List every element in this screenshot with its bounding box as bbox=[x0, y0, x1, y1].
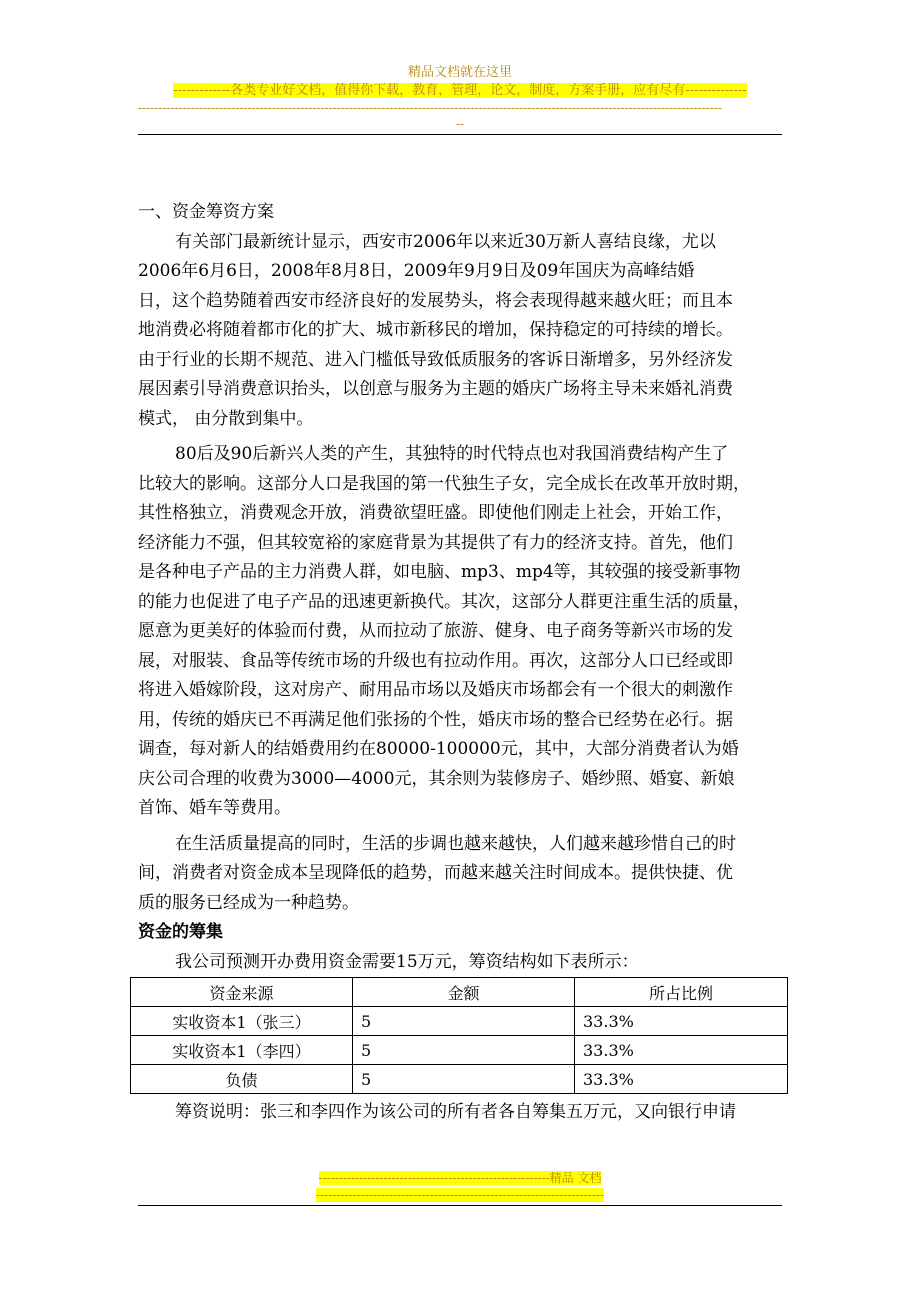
footer-line-2-text: ----------------------------------------------------------------------- bbox=[316, 1188, 604, 1202]
table-header-row bbox=[131, 978, 788, 1007]
table-header: 金额 bbox=[353, 978, 575, 1007]
table-intro: 我公司预测开办费用资金需要15万元，筹资结构如下表所示： bbox=[175, 951, 639, 972]
table-cell: 负债 bbox=[131, 1065, 353, 1094]
paragraph-line: 在生活质量提高的同时，生活的步调也越来越快，人们越来越珍惜自己的时 bbox=[175, 833, 736, 854]
footer-rule bbox=[138, 1205, 782, 1206]
paragraph-line: 调查，每对新人的结婚费用约在80000-100000元，其中，大部分消费者认为婚 bbox=[138, 739, 739, 759]
table-row bbox=[131, 1007, 788, 1036]
paragraph-line: 2006年6月6日，2008年8月8日，2009年9月9日及09年国庆为高峰结婚 bbox=[138, 261, 695, 281]
header-subtitle-text: -------------各类专业好文档，值得你下载，教育，管理，论文，制度，方案手册，应有尽有-------------- bbox=[173, 83, 747, 98]
header-rule bbox=[138, 134, 782, 135]
paragraph-line: 质的服务已经成为一种趋势。 bbox=[138, 892, 359, 913]
paragraph-line: 其性格独立，消费观念开放，消费欲望旺盛。即使他们刚走上社会，开始工作， bbox=[138, 503, 733, 523]
table-header: 资金来源 bbox=[131, 978, 353, 1007]
paragraph-line: 用，传统的婚庆已不再满足他们张扬的个性，婚庆市场的整合已经势在必行。据 bbox=[138, 709, 733, 730]
paragraph-1 bbox=[138, 228, 788, 435]
closing-line: 筹资说明：张三和李四作为该公司的所有者各自筹集五万元，又向银行申请 bbox=[175, 1102, 736, 1122]
table-row bbox=[131, 1065, 788, 1094]
table-cell: 实收资本1（李四） bbox=[131, 1036, 353, 1065]
paragraph-line: 将进入婚嫁阶段，这对房产、耐用品市场以及婚庆市场都会有一个很大的刺激作 bbox=[138, 680, 733, 700]
table-cell: 5 bbox=[353, 1036, 575, 1065]
paragraph-line: 庆公司合理的收费为3000—4000元，其余则为装修房子、婚纱照、婚宴、新娘 bbox=[138, 768, 735, 789]
table-cell: 5 bbox=[353, 1007, 575, 1036]
paragraph-line: 地消费必将随着都市化的扩大、城市新移民的增加，保持稳定的可持续的增长。 bbox=[138, 320, 733, 340]
paragraph-line: 经济能力不强，但其较宽裕的家庭背景为其提供了有力的经济支持。首先，他们 bbox=[138, 532, 733, 553]
header-dash-tail: -- bbox=[455, 117, 465, 131]
paragraph-line: 模式， 由分散到集中。 bbox=[138, 408, 314, 429]
paragraph-line: 日，这个趋势随着西安市经济良好的发展势头，将会表现得越来越火旺；而且本 bbox=[138, 290, 733, 311]
footer-line-2 bbox=[0, 1187, 920, 1203]
paragraph-line: 由于行业的长期不规范、进入门槛低导致低质服务的客诉日渐增多，另外经济发 bbox=[138, 349, 733, 370]
paragraph-line: 愿意为更美好的体验而付费，从而拉动了旅游、健身、电子商务等新兴市场的发 bbox=[138, 621, 733, 641]
footer-line-1 bbox=[0, 1170, 920, 1186]
paragraph-line: 展，对服装、食品等传统市场的升级也有拉动作用。再次，这部分人口已经或即 bbox=[138, 650, 733, 671]
paragraph-line: 是各种电子产品的主力消费人群，如电脑、mp3、mp4等，其较强的接受新事物 bbox=[138, 562, 741, 582]
paragraph-line: 的能力也促进了电子产品的迅速更新换代。其次，这部分人群更注重生活的质量， bbox=[138, 591, 750, 612]
paragraph-line: 80后及90后新兴人类的产生，其独特的时代特点也对我国消费结构产生了 bbox=[175, 444, 729, 464]
table-cell: 33.3% bbox=[575, 1036, 788, 1065]
paragraph-line: 比较大的影响。这部分人口是我国的第一代独生子女，完全成长在改革开放时期， bbox=[138, 473, 750, 494]
footer-line-1-text: ---------------------------------------------------------精品 文档 bbox=[318, 1171, 602, 1185]
paragraph-line: 展因素引导消费意识抬头，以创意与服务为主题的婚庆广场将主导未来婚礼消费 bbox=[138, 379, 733, 399]
subheading: 资金的筹集 bbox=[138, 922, 223, 942]
table-cell: 实收资本1（张三） bbox=[131, 1007, 353, 1036]
header-subtitle bbox=[0, 82, 920, 100]
table-row bbox=[131, 1036, 788, 1065]
paragraph-line: 有关部门最新统计显示，西安市2006年以来近30万新人喜结良缘，尤以 bbox=[175, 231, 716, 252]
header-title: 精品文档就在这里 bbox=[407, 65, 512, 80]
section-heading: 一、资金筹资方案 bbox=[138, 202, 274, 222]
paragraph-2 bbox=[138, 440, 788, 824]
paragraph-3 bbox=[138, 830, 788, 919]
paragraph-line: 首饰、婚车等费用。 bbox=[138, 798, 291, 818]
funding-table bbox=[130, 977, 788, 1094]
table-cell: 33.3% bbox=[575, 1007, 788, 1036]
table-header: 所占比例 bbox=[575, 978, 788, 1007]
paragraph-line: 间，消费者对资金成本呈现降低的趋势，而越来越关注时间成本。提供快捷、优 bbox=[138, 863, 733, 883]
header-dash-line: ------------------------------------------------------------------------------------------------------------------------------------------------ bbox=[138, 101, 722, 115]
table-cell: 33.3% bbox=[575, 1065, 788, 1094]
table-cell: 5 bbox=[353, 1065, 575, 1094]
document-body bbox=[138, 198, 788, 1128]
